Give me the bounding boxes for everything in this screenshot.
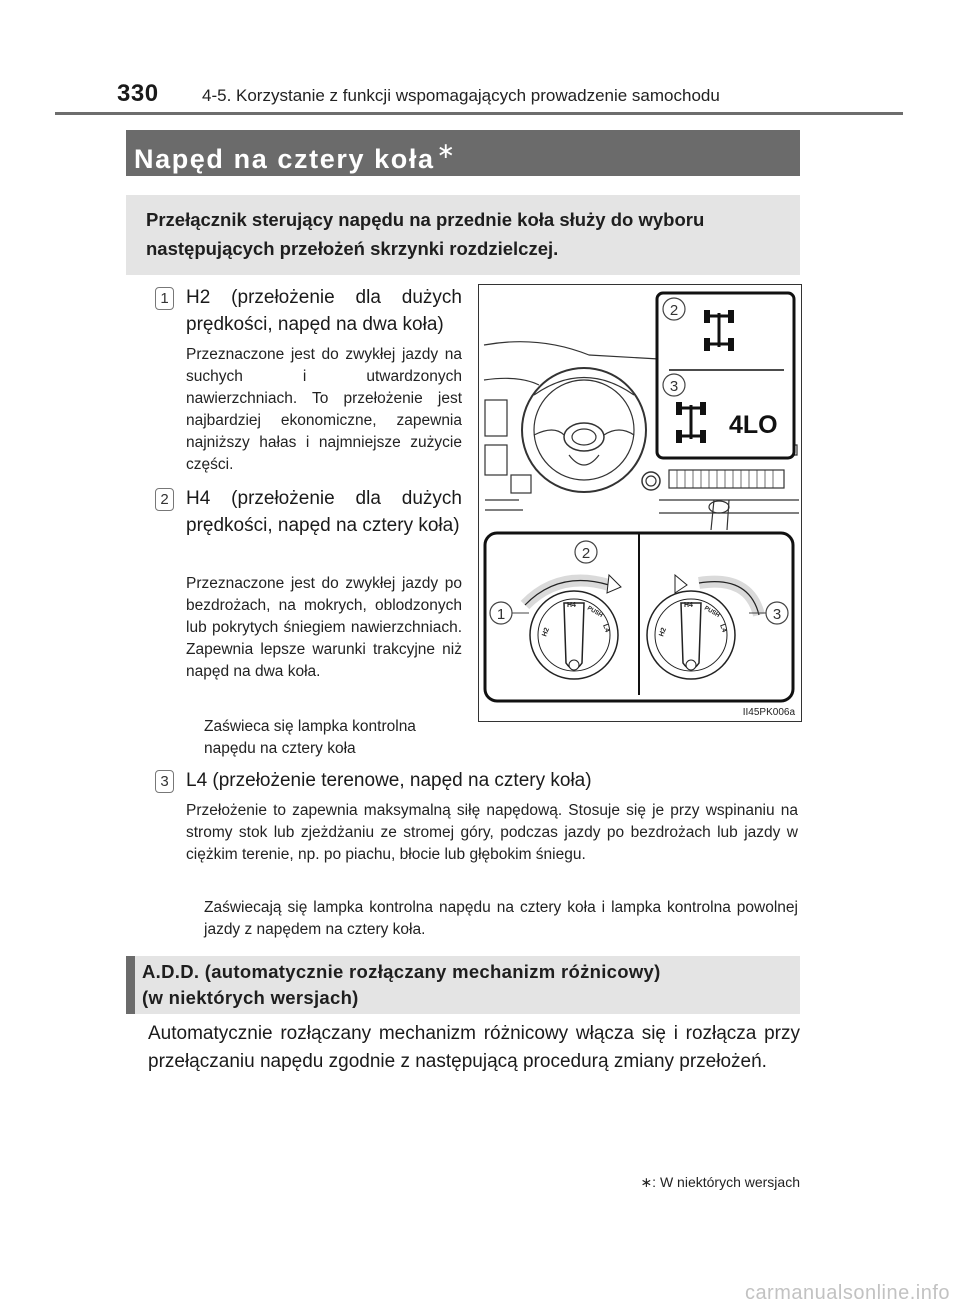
- knob-right-h4-label: H4: [684, 602, 693, 609]
- knob-left-push-label: PUSH: [586, 605, 604, 620]
- panel-callout-3: 3: [772, 606, 782, 623]
- page-number: 330: [117, 80, 159, 107]
- item-3-note: Zaświecają się lampka kontrolna napędu na cztery koła i lampka kontrolna powolnej jazdy z napędem na cztery koła.: [204, 899, 798, 938]
- item-2-note: Zaświeca się lampka kontrolna napędu na cztery koła: [204, 718, 416, 757]
- page-title: [134, 138, 457, 175]
- item-1-description: Przeznaczone jest do zwykłej jazdy na suchych i utwardzonych nawierzchniach. To przełożenie jest najbardziej ekonomiczne, zapewnia najniższy hałas i najmniejsze zużycie części.: [186, 346, 462, 473]
- page-title-text: Napęd na cztery koła: [134, 144, 435, 174]
- item-3-description: Przełożenie to zapewnia maksymalną siłę napędową. Stosuje się je przy wspinaniu na stromy stok lub zjeżdżaniu ze stromej góry, podczas jazdy po bezdrożach lub jazdy w ciężkim terenie, np. po piachu, błocie lub głębokim śniegu.: [186, 802, 798, 863]
- add-section-heading-text: [142, 959, 661, 1011]
- section-title-bar: [126, 130, 800, 176]
- knob-left-l4-label: L4: [601, 623, 611, 634]
- watermark: carmanualsonline.info: [744, 1282, 950, 1304]
- add-heading-line-2: (w niektórych wersjach): [142, 987, 359, 1008]
- knob-left-h2-label: H2: [541, 626, 551, 638]
- running-header: 4-5. Korzystanie z funkcji wspomagających prowadzenie samochodu: [202, 86, 720, 105]
- knob-right-l4-label: L4: [718, 623, 728, 634]
- header-rule: [55, 112, 903, 115]
- four-lo-label: 4LO: [729, 411, 778, 439]
- panel-callout-2: 2: [581, 545, 591, 562]
- dashboard-drawing: [479, 285, 801, 721]
- panel-callout-1: 1: [496, 606, 506, 623]
- item-2-title: H4 (przełożenie dla dużych prędkości, napęd na cztery koła): [186, 488, 462, 536]
- intro-text: Przełącznik sterujący napędu na przednie koła służy do wyboru następujących przełożeń skrzynki rozdzielczej.: [146, 209, 705, 259]
- knob-right-h2-label: H2: [658, 626, 668, 638]
- inset-callout-3: 3: [669, 378, 679, 395]
- inset-callout-2: 2: [669, 302, 679, 319]
- add-section-heading: [126, 956, 800, 1014]
- add-body-text: Automatycznie rozłączany mechanizm różnicowy włącza się i rozłącza przy przełączaniu napędu zgodnie z następującą procedurą zmiany przełożeń.: [148, 1023, 800, 1072]
- footnote-symbol: ∗: [640, 1174, 653, 1190]
- item-number-3: 3: [155, 770, 174, 793]
- add-heading-line-1: A.D.D. (automatycznie rozłączany mechanizm różnicowy): [142, 961, 661, 982]
- section-heading-bar: [126, 956, 135, 1014]
- intro-box: [126, 195, 800, 275]
- item-2-description: Przeznaczone jest do zwykłej jazdy po bezdrożach, na mokrych, oblodzonych lub pokrytych śniegiem nawierzchniach. Zapewnia lepsze warunki trakcyjne niż napęd na dwa koła.: [186, 575, 462, 680]
- item-number-2: 2: [155, 488, 174, 511]
- figure-code: II45PK006a: [742, 707, 795, 718]
- item-number-1: 1: [155, 287, 174, 310]
- footnote: [614, 1174, 800, 1191]
- item-1-title: H2 (przełożenie dla dużych prędkości, napęd na dwa koła): [186, 287, 462, 335]
- title-asterisk: ∗: [436, 138, 457, 163]
- knob-left-h4-label: H4: [567, 602, 576, 609]
- dashboard-illustration: [478, 284, 802, 722]
- item-3-title: L4 (przełożenie terenowe, napęd na cztery koła): [186, 770, 592, 791]
- knob-right-push-label: PUSH: [703, 605, 721, 620]
- footnote-text: : W niektórych wersjach: [652, 1174, 800, 1190]
